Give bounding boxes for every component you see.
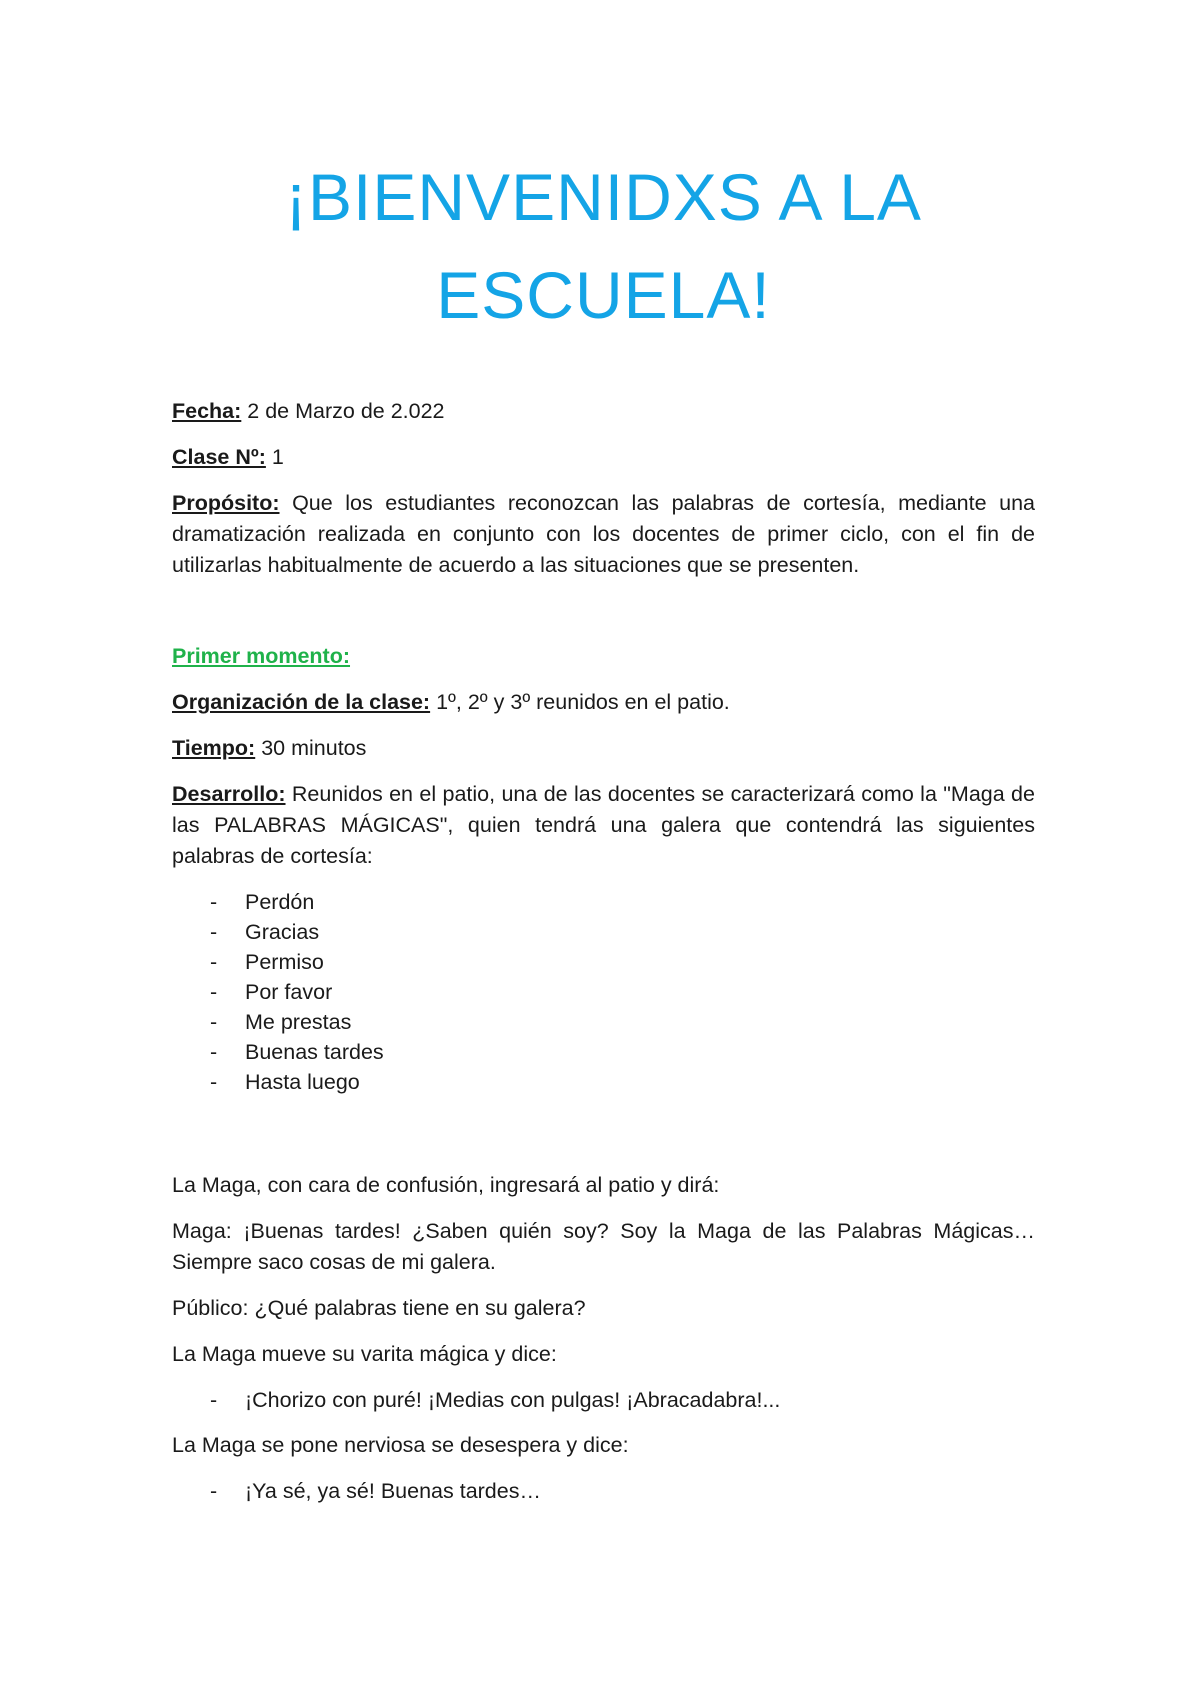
bullet-dash: - <box>210 1010 218 1034</box>
desarrollo-value: Reunidos en el patio, una de las docentes se caracterizará como la "Maga de las PALABRAS MÁGICAS", quien tendrá una galera que contendrá las siguientes palabras de cortesía: <box>172 782 1035 868</box>
organizacion-value: 1º, 2º y 3º reunidos en el patio. <box>436 690 730 714</box>
list-item-text: Hasta luego <box>245 1070 360 1094</box>
spell-list <box>172 1385 1035 1415</box>
list-item <box>172 977 1035 1007</box>
list-item-text: Me prestas <box>245 1010 352 1034</box>
section-heading: Primer momento: <box>172 644 351 668</box>
proposito-label: Propósito: <box>172 491 280 515</box>
list-item-text: Gracias <box>245 920 320 944</box>
tiempo-line <box>172 733 1035 764</box>
list-item <box>172 1476 1035 1506</box>
clase-label: Clase Nº: <box>172 445 266 469</box>
desarrollo-line <box>172 779 1035 872</box>
list-item <box>172 1067 1035 1097</box>
bullet-dash: - <box>210 890 218 914</box>
story-paragraph: La Maga mueve su varita mágica y dice: <box>172 1342 557 1366</box>
clase-value: 1 <box>271 445 284 469</box>
proposito-line <box>172 488 1035 581</box>
fecha-label: Fecha: <box>172 399 242 423</box>
list-item-text: Buenas tardes <box>245 1040 384 1064</box>
list-item <box>172 887 1035 917</box>
bullet-dash: - <box>210 980 218 1004</box>
list-item <box>172 1007 1035 1037</box>
bullet-dash: - <box>210 1388 218 1412</box>
bullet-dash: - <box>210 1040 218 1064</box>
desarrollo-label: Desarrollo: <box>172 782 286 806</box>
bullet-dash: - <box>210 950 218 974</box>
list-item-text: Permiso <box>245 950 324 974</box>
story-paragraph: Público: ¿Qué palabras tiene en su galera? <box>172 1296 586 1320</box>
answer-list <box>172 1476 1035 1506</box>
story-paragraph: Maga: ¡Buenas tardes! ¿Saben quién soy? Soy la Maga de las Palabras Mágicas… Siempre saco cosas de mi galera. <box>172 1219 1035 1274</box>
bullet-dash: - <box>210 1070 218 1094</box>
list-item-text: ¡Ya sé, ya sé! Buenas tardes… <box>245 1479 541 1503</box>
bullet-dash: - <box>210 1479 218 1503</box>
story-paragraph: La Maga se pone nerviosa se desespera y dice: <box>172 1433 629 1457</box>
bullet-dash: - <box>210 920 218 944</box>
list-item <box>172 1037 1035 1067</box>
list-item <box>172 917 1035 947</box>
proposito-value: Que los estudiantes reconozcan las palabras de cortesía, mediante una dramatización realizada en conjunto con los docentes de primer ciclo, con el fin de utilizarlas habitualmente de acuerdo a las situaciones que se presenten. <box>172 491 1035 577</box>
clase-line <box>172 442 1035 473</box>
list-item <box>172 947 1035 977</box>
list-item-text: Por favor <box>245 980 333 1004</box>
class-info <box>172 396 1035 581</box>
tiempo-value: 30 minutos <box>261 736 367 760</box>
list-item-text: ¡Chorizo con puré! ¡Medias con pulgas! ¡Abracadabra!... <box>245 1388 781 1412</box>
organizacion-line <box>172 687 1035 718</box>
courtesy-words-list <box>172 887 1035 1097</box>
list-item <box>172 1385 1035 1415</box>
organizacion-label: Organización de la clase: <box>172 690 431 714</box>
tiempo-label: Tiempo: <box>172 736 256 760</box>
fecha-line <box>172 396 1035 427</box>
list-item-text: Perdón <box>245 890 315 914</box>
story-paragraph: La Maga, con cara de confusión, ingresará al patio y dirá: <box>172 1173 720 1197</box>
spacer <box>172 1112 1035 1170</box>
page-title: ¡BIENVENIDXS A LA ESCUELA! <box>285 160 922 332</box>
fecha-value: 2 de Marzo de 2.022 <box>247 399 445 423</box>
